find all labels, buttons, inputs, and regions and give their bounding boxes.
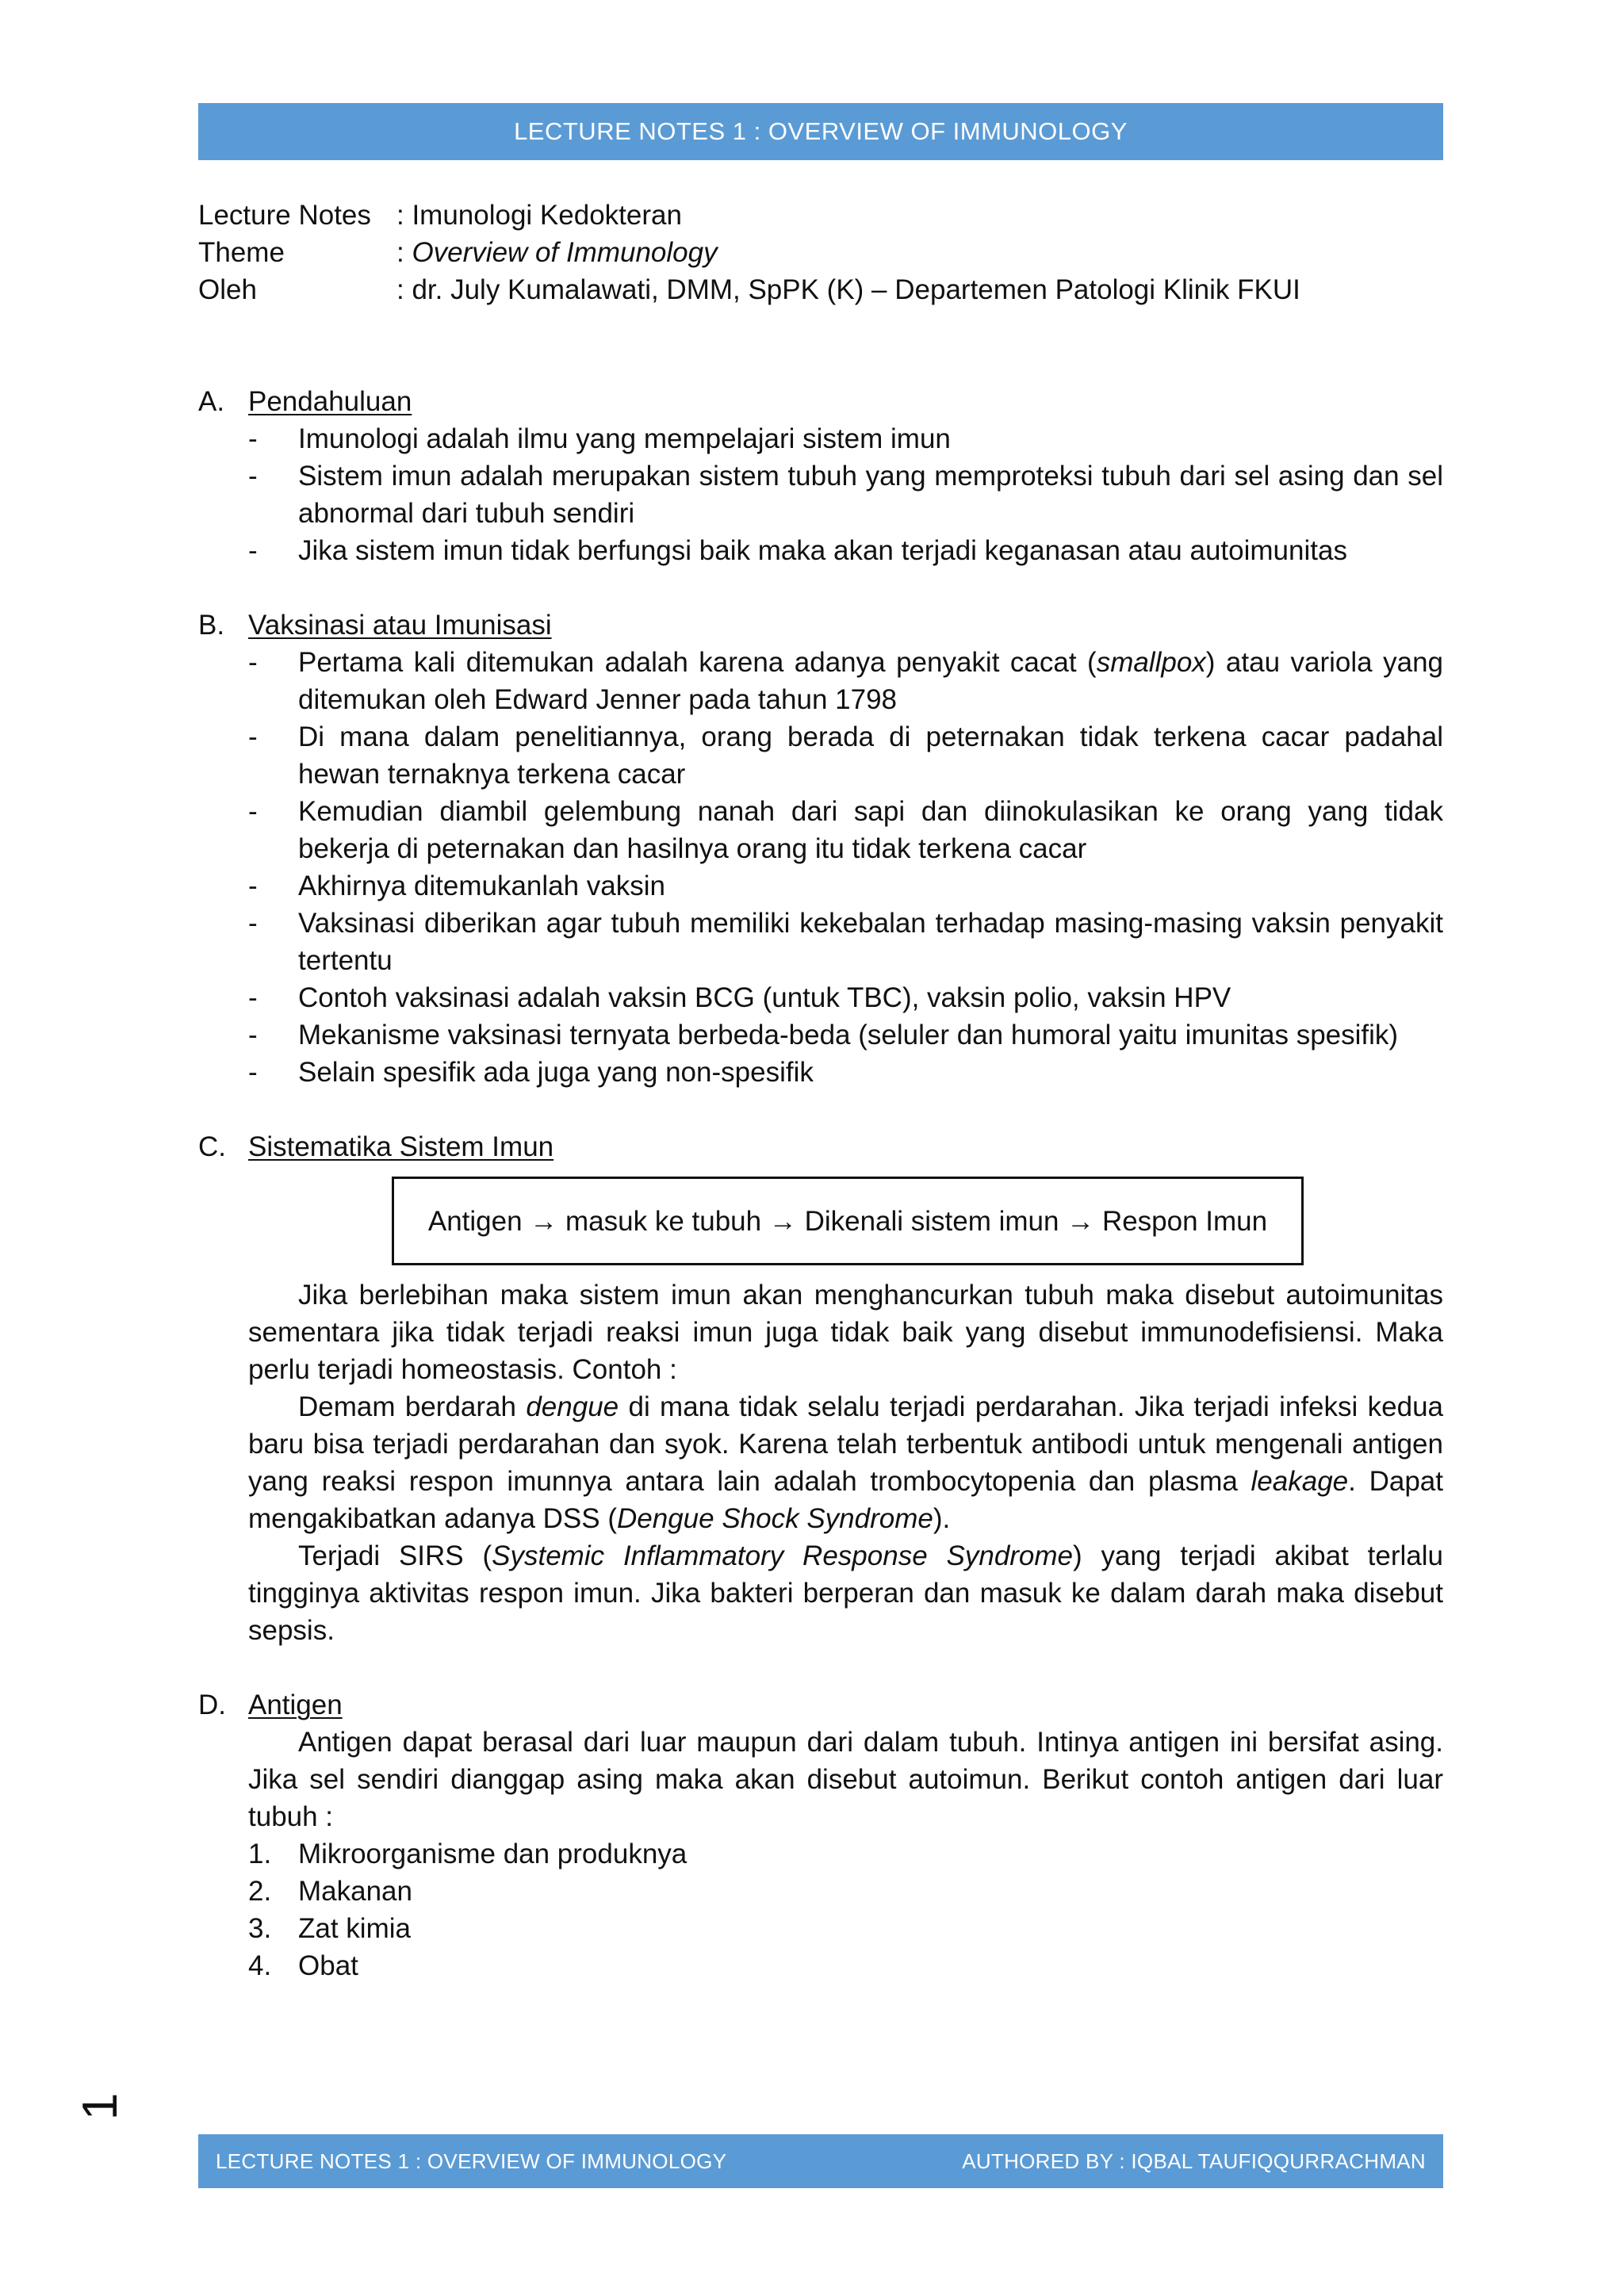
list-item: - Kemudian diambil gelembung nanah dari sapi dan diinokulasikan ke orang yang tidak bekerja di peternakan dan hasilnya orang itu tidak terkena cacar <box>248 796 1443 864</box>
list-item: 3. Zat kimia <box>248 1913 411 1944</box>
list-item: - Imunologi adalah ilmu yang mempelajari sistem imun <box>248 423 951 454</box>
section-title: Vaksinasi atau Imunisasi <box>248 610 552 641</box>
footer-right: AUTHORED BY : IQBAL TAUFIQQURRACHMAN <box>962 2149 1426 2173</box>
meta-value: : Imunologi Kedokteran <box>396 200 682 231</box>
section-heading <box>198 383 1443 420</box>
document-body <box>198 197 1443 1984</box>
section-d <box>198 1686 1443 1984</box>
list-item: - Contoh vaksinasi adalah vaksin BCG (untuk TBC), vaksin polio, vaksin HPV <box>248 982 1231 1013</box>
footer-bar <box>198 2134 1443 2188</box>
meta-value-prefix: : <box>396 237 412 268</box>
paragraph: Jika berlebihan maka sistem imun akan menghancurkan tubuh maka disebut autoimunitas sementara jika tidak terjadi reaksi imun juga tidak baik yang disebut immunodefisiensi. Maka perlu terjadi homeostasis. Contoh : <box>248 1280 1443 1385</box>
list-item: - Di mana dalam penelitiannya, orang berada di peternakan tidak terkena cacar padahal hewan ternaknya terkena cacar <box>248 721 1443 790</box>
section-d-paragraph <box>248 1724 1443 1835</box>
section-letter: D. <box>198 1689 226 1720</box>
meta-value <box>396 234 1443 271</box>
meta-value-italic: Overview of Immunology <box>412 237 718 268</box>
list-item: 2. Makanan <box>248 1876 412 1907</box>
list-item: 4. Obat <box>248 1950 358 1981</box>
section-heading <box>198 607 1443 644</box>
numbered-list <box>198 1835 1443 1984</box>
list-item: - Jika sistem imun tidak berfungsi baik maka akan terjadi keganasan atau autoimunitas <box>248 535 1347 566</box>
meta-key: Oleh <box>198 274 257 305</box>
section-letter: B. <box>198 610 225 641</box>
header-title: LECTURE NOTES 1 : OVERVIEW OF IMMUNOLOGY <box>514 117 1128 145</box>
meta-block <box>198 197 1443 308</box>
list-item: - Akhirnya ditemukanlah vaksin <box>248 871 666 901</box>
section-b <box>198 607 1443 1091</box>
meta-value: : dr. July Kumalawati, DMM, SpPK (K) – Departemen Patologi Klinik FKUI <box>396 274 1300 305</box>
meta-row-oleh <box>198 271 1443 308</box>
list-item: - Vaksinasi diberikan agar tubuh memiliki kekebalan terhadap masing-masing vaksin penyakit tertentu <box>248 908 1443 976</box>
section-heading <box>198 1128 1443 1165</box>
section-c <box>198 1128 1443 1649</box>
list-item: - Pertama kali ditemukan adalah karena adanya penyakit cacat (smallpox) atau variola yang ditemukan oleh Edward Jenner pada tahun 1798 <box>248 647 1443 715</box>
footer-left: LECTURE NOTES 1 : OVERVIEW OF IMMUNOLOGY <box>216 2149 727 2173</box>
paragraph: Terjadi SIRS (Systemic Inflammatory Response Syndrome) yang terjadi akibat terlalu tingginya aktivitas respon imun. Jika bakteri berperan dan masuk ke dalam darah maka disebut sepsis. <box>248 1540 1443 1646</box>
page-number: 1 <box>73 2092 128 2121</box>
header-bar <box>198 103 1443 160</box>
list-item: - Mekanisme vaksinasi ternyata berbeda-beda (seluler dan humoral yaitu imunitas spesifik) <box>248 1020 1399 1050</box>
bullet-list <box>198 644 1443 1091</box>
paragraph: Antigen dapat berasal dari luar maupun dari dalam tubuh. Intinya antigen ini bersifat asing. Jika sel sendiri dianggap asing maka akan disebut autoimun. Berikut contoh antigen dari luar tubuh : <box>248 1727 1443 1832</box>
section-title: Pendahuluan <box>248 386 412 417</box>
section-a <box>198 383 1443 569</box>
section-letter: A. <box>198 386 225 417</box>
list-item: - Selain spesifik ada juga yang non-spesifik <box>248 1057 814 1088</box>
section-title: Sistematika Sistem Imun <box>248 1131 554 1162</box>
section-letter: C. <box>198 1131 226 1162</box>
section-title: Antigen <box>248 1689 343 1720</box>
section-c-paragraphs <box>248 1276 1443 1649</box>
meta-key: Theme <box>198 237 285 268</box>
meta-key: Lecture Notes <box>198 200 371 231</box>
meta-row-lecture-notes <box>198 197 1443 234</box>
meta-row-theme <box>198 234 1443 271</box>
list-item: 1. Mikroorganisme dan produknya <box>248 1839 688 1869</box>
flow-text: Antigen → masuk ke tubuh → Dikenali sistem imun → Respon Imun <box>427 1205 1268 1237</box>
section-heading <box>198 1686 1443 1724</box>
paragraph: Demam berdarah dengue di mana tidak selalu terjadi perdarahan. Jika terjadi infeksi kedua baru bisa terjadi perdarahan dan syok. Karena telah terbentuk antibodi untuk mengenali antigen yang reaksi respon imunnya antara lain adalah trombocytopenia dan plasma leakage. Dapat mengakibatkan adanya DSS (Dengue Shock Syndrome). <box>248 1391 1443 1534</box>
list-item: - Sistem imun adalah merupakan sistem tubuh yang memproteksi tubuh dari sel asing dan sel abnormal dari tubuh sendiri <box>248 461 1443 529</box>
flow-box <box>392 1177 1304 1265</box>
bullet-list <box>198 420 1443 569</box>
